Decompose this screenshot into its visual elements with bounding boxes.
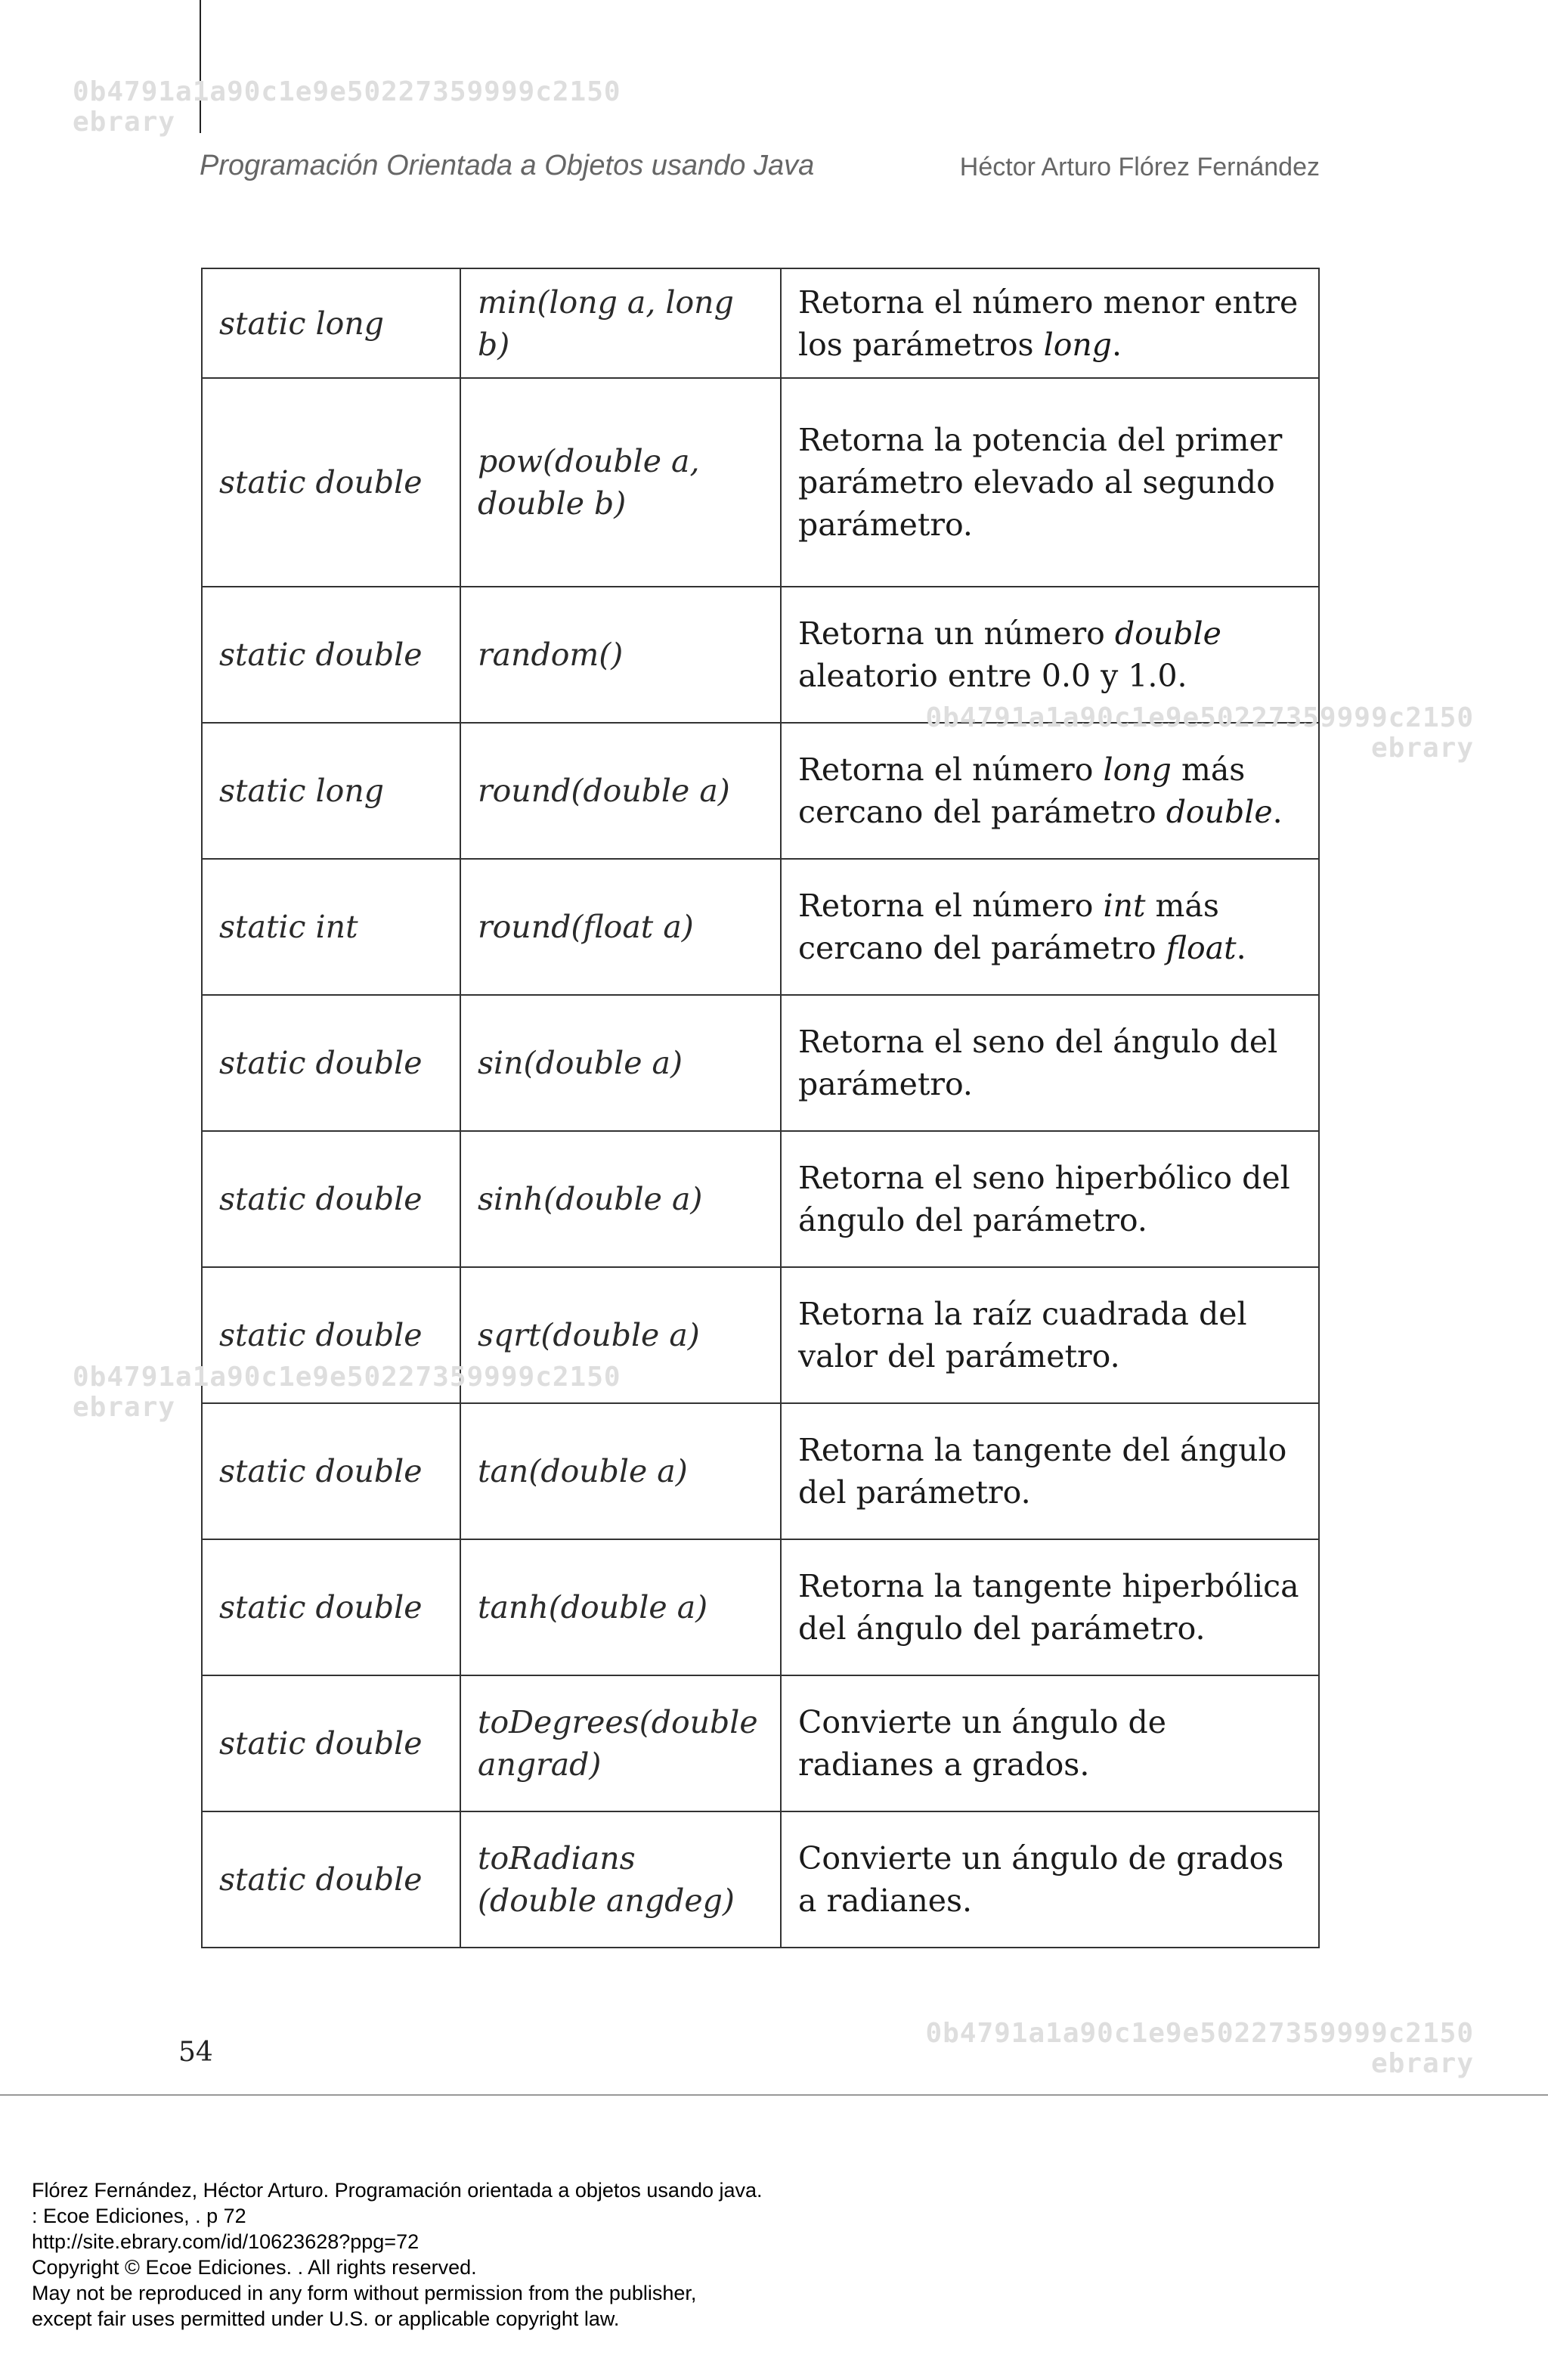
modifier-cell: static double [202, 1267, 460, 1403]
signature-cell: sin(double a) [460, 995, 781, 1131]
description-cell: Convierte un ángulo de grados a radianes. [781, 1811, 1319, 1948]
signature-cell: tan(double a) [460, 1403, 781, 1539]
signature-cell: sinh(double a) [460, 1131, 781, 1267]
description-cell: Retorna el número menor entre los parámetros long. [781, 268, 1319, 378]
modifier-cell: static double [202, 1403, 460, 1539]
signature-cell: pow(double a, double b) [460, 378, 781, 587]
watermark-code: 0b4791a1a90c1e9e50227359999c2150 [925, 2018, 1474, 2049]
description-cell: Retorna un número double aleatorio entre 0.0 y 1.0. [781, 587, 1319, 723]
signature-cell: round(double a) [460, 723, 781, 859]
modifier-cell: static double [202, 1539, 460, 1675]
signature-cell: round(float a) [460, 859, 781, 995]
modifier-cell: static double [202, 587, 460, 723]
watermark [819, 2019, 1474, 2078]
modifier-cell: static double [202, 995, 460, 1131]
table-row [202, 1539, 1319, 1675]
methods-table [201, 268, 1320, 1948]
modifier-cell: static double [202, 378, 460, 587]
table-row [202, 1675, 1319, 1811]
signature-cell: tanh(double a) [460, 1539, 781, 1675]
signature-cell: random() [460, 587, 781, 723]
signature-cell: toRadians (double angdeg) [460, 1811, 781, 1948]
description-cell: Retorna la tangente del ángulo del parámetro. [781, 1403, 1319, 1539]
copyright-line: Copyright © Ecoe Ediciones. . All rights reserved. [32, 2256, 477, 2279]
watermark-code: 0b4791a1a90c1e9e50227359999c2150 [73, 76, 621, 107]
description-cell: Retorna la raíz cuadrada del valor del parámetro. [781, 1267, 1319, 1403]
citation-line: Flórez Fernández, Héctor Arturo. Programación orientada a objetos usando java. [32, 2179, 763, 2202]
modifier-cell: static int [202, 859, 460, 995]
modifier-cell: static long [202, 723, 460, 859]
citation-line: : Ecoe Ediciones, . p 72 [32, 2205, 246, 2227]
description-cell: Retorna el seno del ángulo del parámetro. [781, 995, 1319, 1131]
footer-divider [0, 2094, 1548, 2096]
table-row [202, 995, 1319, 1131]
modifier-cell: static double [202, 1811, 460, 1948]
description-cell: Retorna el número int más cercano del parámetro float. [781, 859, 1319, 995]
watermark-brand: ebrary [1370, 732, 1474, 764]
book-title: Programación Orientada a Objetos usando Java [200, 150, 815, 181]
signature-cell: sqrt(double a) [460, 1267, 781, 1403]
copyright-line: except fair uses permitted under U.S. or applicable copyright law. [32, 2307, 620, 2330]
copyright-line: May not be reproduced in any form without permission from the publisher, [32, 2282, 697, 2304]
author-name: Héctor Arturo Flórez Fernández [959, 153, 1320, 181]
modifier-cell: static double [202, 1675, 460, 1811]
description-cell: Retorna la tangente hiperbólica del ángulo del parámetro. [781, 1539, 1319, 1675]
citation-footer [32, 2177, 763, 2332]
signature-cell: toDegrees(double angrad) [460, 1675, 781, 1811]
table-row [202, 1403, 1319, 1539]
modifier-cell: static long [202, 268, 460, 378]
table-row [202, 378, 1319, 587]
description-cell: Convierte un ángulo de radianes a grados. [781, 1675, 1319, 1811]
table-row [202, 859, 1319, 995]
table-row [202, 1131, 1319, 1267]
description-cell: Retorna la potencia del primer parámetro elevado al segundo parámetro. [781, 378, 1319, 587]
table-row [202, 1811, 1319, 1948]
watermark [73, 1362, 621, 1422]
table-row [202, 268, 1319, 378]
watermark-code: 0b4791a1a90c1e9e50227359999c2150 [925, 702, 1474, 733]
description-cell: Retorna el número long más cercano del parámetro double. [781, 723, 1319, 859]
watermark [73, 77, 621, 137]
signature-cell: min(long a, long b) [460, 268, 781, 378]
page-number: 54 [178, 2037, 213, 2068]
modifier-cell: static double [202, 1131, 460, 1267]
watermark-brand: ebrary [73, 106, 176, 138]
watermark-brand: ebrary [73, 1391, 176, 1423]
watermark [819, 703, 1474, 763]
watermark-code: 0b4791a1a90c1e9e50227359999c2150 [73, 1362, 621, 1393]
citation-link[interactable]: http://site.ebrary.com/id/10623628?ppg=72 [32, 2230, 420, 2253]
watermark-brand: ebrary [1370, 2047, 1474, 2079]
description-cell: Retorna el seno hiperbólico del ángulo del parámetro. [781, 1131, 1319, 1267]
